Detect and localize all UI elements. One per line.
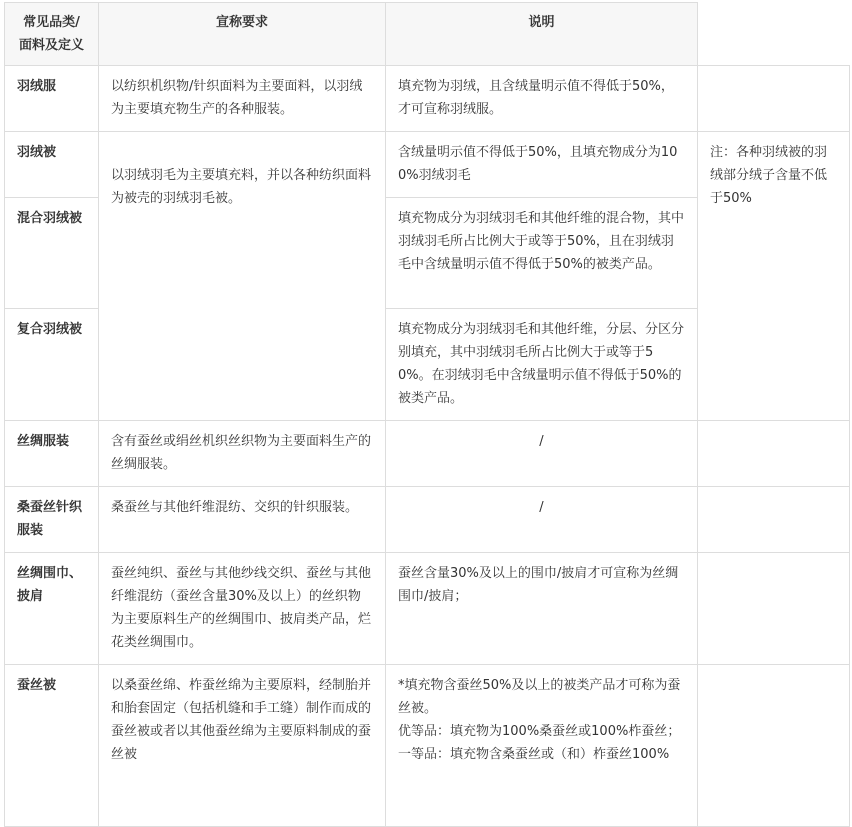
row-note [698,553,850,665]
row-name: 复合羽绒被 [5,309,99,421]
row-definition: 以桑蚕丝绵、柞蚕丝绵为主要原料，经制胎并和胎套固定（包括机缝和手工缝）制作而成的蚕丝被或者以其他蚕丝绵为主要原料制成的蚕丝被 [99,665,386,827]
row-claim: 填充物成分为羽绒羽毛和其他纤维的混合物，其中羽绒羽毛所占比例大于或等于50%，且在羽绒羽毛中含绒量明示值不得低于50%的被类产品。 [386,198,698,309]
row-definition: 桑蚕丝与其他纤维混纺、交织的针织服装。 [99,487,386,553]
claim-line: *填充物含蚕丝50%及以上的被类产品才可称为蚕丝被。 [398,678,681,716]
row-note [698,66,850,132]
table-row [5,665,850,827]
row-note [698,487,850,553]
row-claim: 含绒量明示值不得低于50%，且填充物成分为100%羽绒羽毛 [386,132,698,198]
row-claim: / [386,421,698,487]
header-claim: 宣称要求 [99,3,386,66]
header-category: 常见品类/面料及定义 [5,3,99,66]
row-note [698,421,850,487]
row-name: 丝绸围巾、披肩 [5,553,99,665]
table-row [5,421,850,487]
claim-line: 优等品：填充物为100%桑蚕丝或100%柞蚕丝； [398,724,681,739]
row-claim: 填充物为羽绒，且含绒量明示值不得低于50%，才可宣称羽绒服。 [386,66,698,132]
row-claim: / [386,487,698,553]
table-row [5,487,850,553]
row-name: 羽绒服 [5,66,99,132]
row-name: 羽绒被 [5,132,99,198]
row-definition: 蚕丝纯织、蚕丝与其他纱线交织、蚕丝与其他纤维混纺（蚕丝含量30%及以上）的丝织物为主要原料生产的丝绸围巾、披肩类产品，烂花类丝绸围巾。 [99,553,386,665]
row-definition: 含有蚕丝或绢丝机织丝织物为主要面料生产的丝绸服装。 [99,421,386,487]
header-note: 说明 [386,3,698,66]
table-row [5,132,850,198]
table-row [5,66,850,132]
row-name: 混合羽绒被 [5,198,99,309]
row-definition-shared: 以羽绒羽毛为主要填充料，并以各种纺织面料为被壳的羽绒羽毛被。 [99,132,386,421]
row-definition: 以纺织机织物/针织面料为主要面料，以羽绒为主要填充物生产的各种服装。 [99,66,386,132]
header-row [5,3,850,66]
row-name: 桑蚕丝针织服装 [5,487,99,553]
row-name: 蚕丝被 [5,665,99,827]
row-note [698,665,850,827]
product-claim-table [4,2,850,827]
row-claim: 蚕丝含量30%及以上的围巾/披肩才可宣称为丝绸围巾/披肩； [386,553,698,665]
table-row [5,553,850,665]
row-name: 丝绸服装 [5,421,99,487]
row-note-shared: 注：各种羽绒被的羽绒部分绒子含量不低于50% [698,132,850,421]
claim-line: 一等品：填充物含桑蚕丝或（和）柞蚕丝100% [398,747,670,762]
row-claim: 填充物成分为羽绒羽毛和其他纤维，分层、分区分别填充，其中羽绒羽毛所占比例大于或等于50%。在羽绒羽毛中含绒量明示值不得低于50%的被类产品。 [386,309,698,421]
row-claim [386,665,698,827]
